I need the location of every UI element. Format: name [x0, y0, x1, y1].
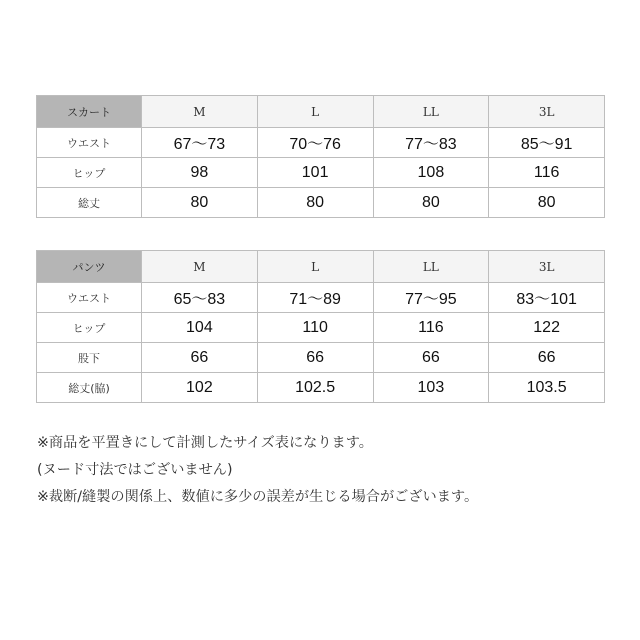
table-row — [37, 128, 605, 158]
table-cell: 66 — [373, 343, 489, 373]
row-label: ヒップ — [37, 158, 142, 188]
table-row — [37, 188, 605, 218]
table-cell: 85～91 — [489, 128, 605, 158]
table-header-row — [37, 96, 605, 128]
table-header-row — [37, 251, 605, 283]
note-line: ※裁断/縫製の関係上、数値に多少の誤差が生じる場合がございます。 — [37, 489, 479, 505]
table-cell: 77～95 — [373, 283, 489, 313]
row-label: 股下 — [37, 343, 142, 373]
table-cell: 66 — [142, 343, 258, 373]
table-row — [37, 283, 605, 313]
table-row — [37, 158, 605, 188]
row-label: ウエスト — [37, 128, 142, 158]
table-cell: 108 — [373, 158, 489, 188]
row-label: 総丈 — [37, 188, 142, 218]
table-title: スカート — [37, 96, 142, 128]
table-cell: 71～89 — [257, 283, 373, 313]
table-cell: 67～73 — [142, 128, 258, 158]
table-cell: 103.5 — [489, 373, 605, 403]
size-header: LL — [373, 96, 489, 128]
size-header: L — [257, 251, 373, 283]
size-header: M — [142, 96, 258, 128]
table-cell: 116 — [489, 158, 605, 188]
table-cell: 102 — [142, 373, 258, 403]
table-cell: 66 — [489, 343, 605, 373]
pants-size-table — [36, 250, 605, 403]
table-cell: 101 — [257, 158, 373, 188]
table-cell: 80 — [142, 188, 258, 218]
table-cell: 116 — [373, 313, 489, 343]
table-cell: 83～101 — [489, 283, 605, 313]
table-title: パンツ — [37, 251, 142, 283]
table-cell: 98 — [142, 158, 258, 188]
table-cell: 77～83 — [373, 128, 489, 158]
table-row — [37, 373, 605, 403]
table-cell: 104 — [142, 313, 258, 343]
size-header: M — [142, 251, 258, 283]
row-label: ウエスト — [37, 283, 142, 313]
table-cell: 65～83 — [142, 283, 258, 313]
table-cell: 103 — [373, 373, 489, 403]
size-header: 3L — [489, 96, 605, 128]
table-cell: 80 — [489, 188, 605, 218]
row-label: ヒップ — [37, 313, 142, 343]
note-line: ※商品を平置きにして計測したサイズ表になります。 — [37, 435, 373, 451]
table-cell: 80 — [373, 188, 489, 218]
size-header: 3L — [489, 251, 605, 283]
table-row — [37, 313, 605, 343]
table-cell: 102.5 — [257, 373, 373, 403]
table-cell: 70～76 — [257, 128, 373, 158]
notes — [37, 430, 478, 511]
table-cell: 122 — [489, 313, 605, 343]
table-cell: 110 — [257, 313, 373, 343]
table-row — [37, 343, 605, 373]
note-line: (ヌード寸法ではございません) — [37, 462, 233, 478]
size-header: L — [257, 96, 373, 128]
table-cell: 80 — [257, 188, 373, 218]
row-label: 総丈(脇) — [37, 373, 142, 403]
table-cell: 66 — [257, 343, 373, 373]
skirt-size-table — [36, 95, 605, 218]
size-header: LL — [373, 251, 489, 283]
